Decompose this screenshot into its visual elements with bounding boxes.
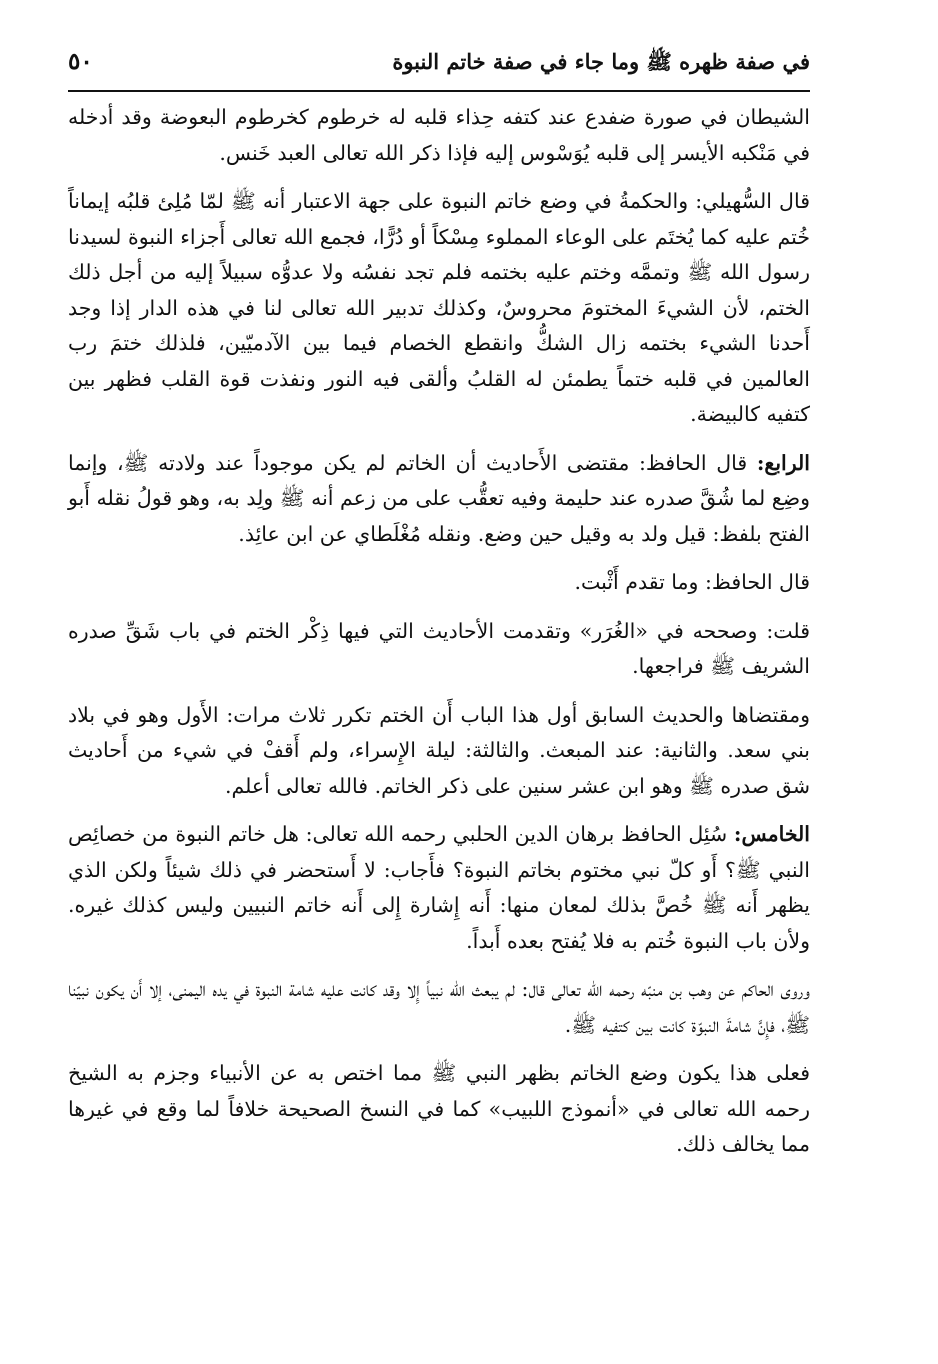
body-text <box>68 100 810 1163</box>
header-rule <box>68 90 810 92</box>
running-header <box>68 48 810 88</box>
paragraph: وروى الحاكم عن وهب بن منبّه رحمه الله تعالى قال: لم يبعث الله نبياً إِلا وقد كانت عليه شامة النبوة في يده اليمنى، إلا أَن يكون نبيّنا ﷺ، فإِنَّ شامةَ النبوّة كانت بين كتفيه ﷺ. <box>68 977 810 1037</box>
section-heading: الرابع: <box>756 450 810 475</box>
section-heading: الخامس: <box>733 822 810 846</box>
paragraph: ومقتضاها والحديث السابق أول هذا الباب أَن الختم تكرر ثلاث مرات: الأَول وهو في بلاد بني سعد. والثانية: عند المبعث. والثالثة: ليلة الإِسراء، ولم أَقفْ في شيء من أَحاديث شق صدره ﷺ وهو ابن عشر سنين على ذكر الخاتم. فالله تعالى أعلم. <box>68 702 810 798</box>
page-number: ٥٠ <box>68 48 93 75</box>
running-title: في صفة ظهره ﷺ وما جاء في صفة خاتم النبوة <box>392 49 810 74</box>
book-page <box>68 48 810 1176</box>
paragraph: قال الحافظ: وما تقدم أَثْبت. <box>574 570 810 594</box>
paragraph: الخامس: سُئِل الحافظ برهان الدين الحلبي رحمه الله تعالى: هل خاتم النبوة من خصائِص النبي ﷺ؟ أَو كلّ نبي مختوم بخاتم النبوة؟ فأَجاب: لا أَستحضر في ذلك شيئاً ولكن الذي يظهر أَنه ﷺ خُصَّ بذلك لمعان منها: أَنه إِشارة إِلى أَنه خاتم النبيين وليس كذلك غيره. ولأن باب النبوة خُتم به فلا يُفتح بعده أَبداً. <box>68 822 810 953</box>
paragraph: قال السُّهيلي: والحكمةُ في وضع خاتم النبوة على جهة الاعتبار أنه ﷺ لمّا مُلِئ قلبُه إيماناً خُتم عليه كما يُختَم على الوعاء المملوء مِسْكاً أو دُرًّا، فجمع الله تعالى أَجزاء النبوة لسيدنا رسول الله ﷺ وتممَّه وختم عليه بختمه فلم تجد نفسُه ولا عدوُّه سبيلاً إليه من أجل ذلك الختم، لأن الشيءَ المختومَ محروسٌ، وكذلك تدبير الله تعالى لنا في هذه الدار إذا وجد أَحدنا الشيء بختمه زال الشكُّ وانقطع الخصام فيما بين الآدميّين، فلذلك ختمَ رب العالمين في قلبه ختماً يطمئن له القلبُ وألقى فيه النور ونفذت قوة القلب فظهر بين كتفيه كالبيضة. <box>68 189 810 426</box>
paragraph: فعلى هذا يكون وضع الخاتم بظهر النبي ﷺ مما اختص به عن الأنبياء وجزم به الشيخ رحمه الله تعالى في «أنموذج اللبيب» كما في النسخ الصحيحة خلافاً لما وقع في غيرها مما يخالف ذلك. <box>68 1061 810 1156</box>
paragraph: الرابع: قال الحافظ: مقتضى الأَحاديث أن الخاتم لم يكن موجوداً عند ولادته ﷺ، وإنما وضِع لما شُقَّ صدره عند حليمة وفيه تعقُّب على من زعم أنه ﷺ ولِد به، وهو قولُ نقله أَبو الفتح بلفظ: قيل ولد به وقيل حين وضع. ونقله مُغْلَطاي عن ابن عائِذ. <box>68 450 810 546</box>
paragraph: الشيطان في صورة ضفدع عند كتفه حِذاء قلبه له خرطوم كخرطوم البعوضة وقد أدخله في مَنْكبه الأيسر إلى قلبه يُوَسْوس إليه فإذا ذكر الله تعالى العبد خَنس. <box>68 105 810 165</box>
paragraph: قلت: وصححه في «الغُرَر» وتقدمت الأحاديث التي فيها ذِكْر الختم في باب شَقِّ صدره الشريف ﷺ فراجعها. <box>68 618 810 678</box>
